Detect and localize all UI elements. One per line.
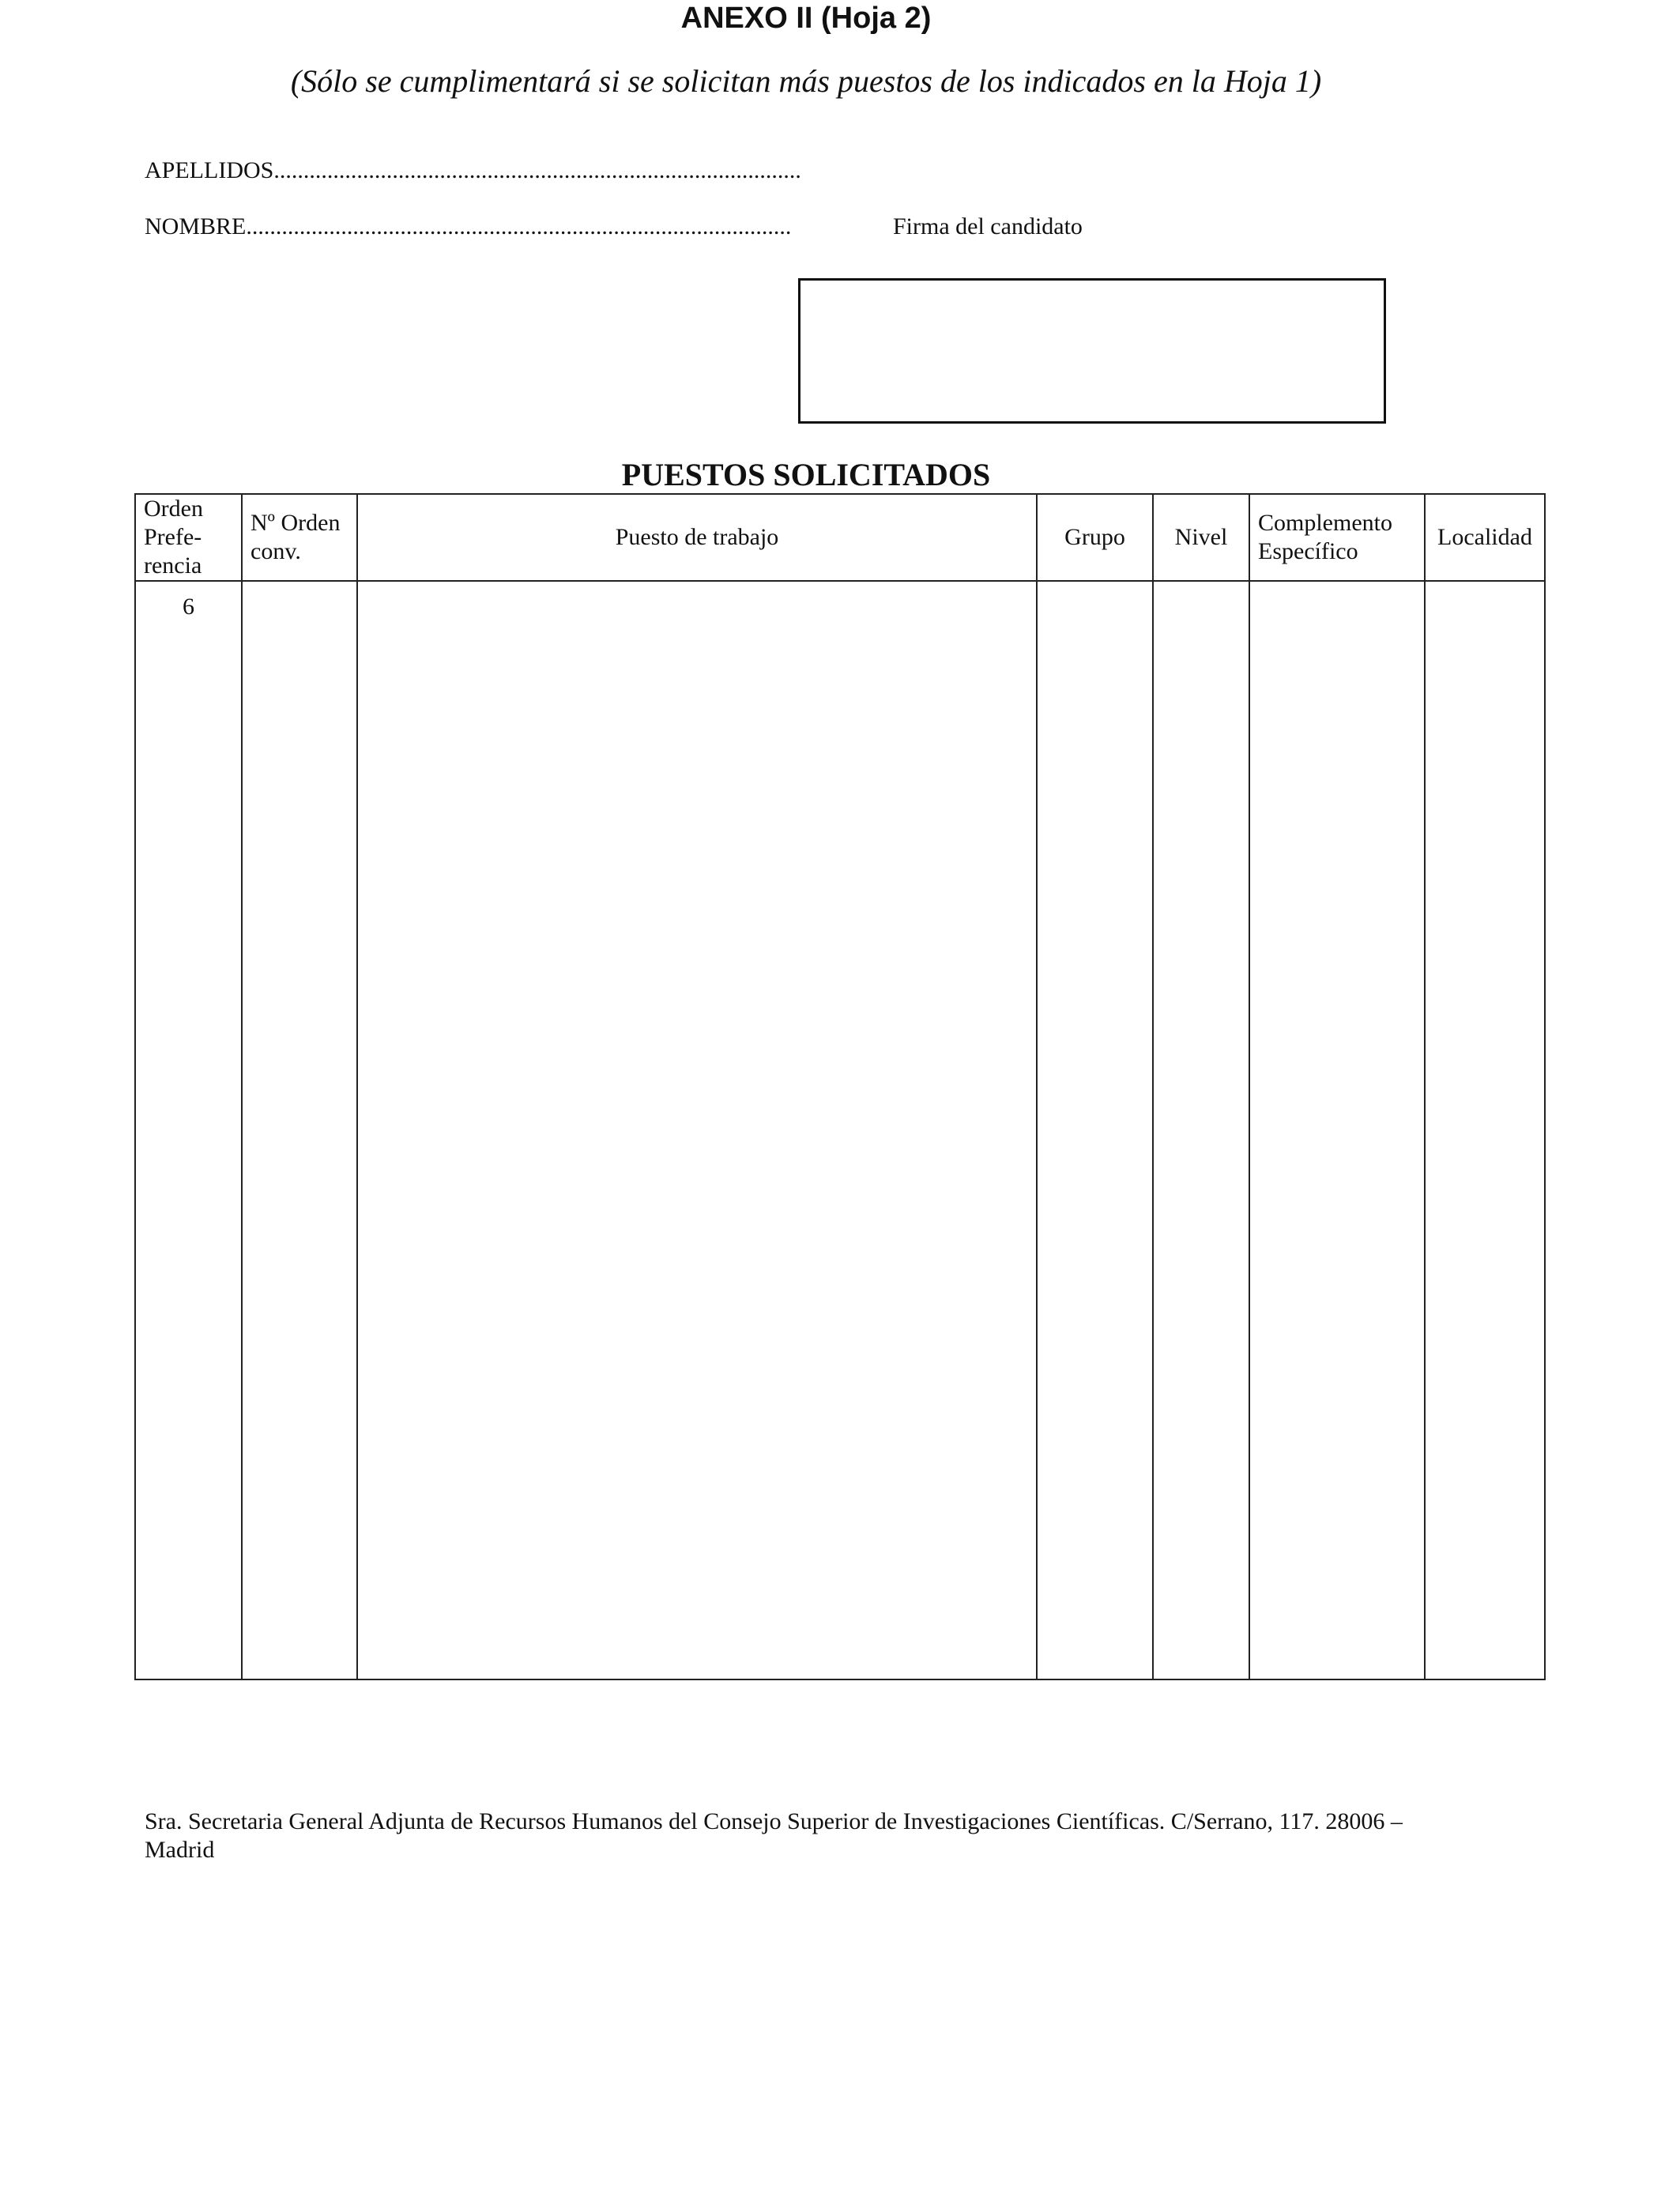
section-title: PUESTOS SOLICITADOS [621,457,991,492]
header-nivel: Nivel [1153,494,1249,581]
nombre-field: NOMBRE............................................................................................ [145,213,792,239]
cell-orden: 6 [135,581,242,1679]
header-orden-preferencia [135,494,242,581]
header-localidad: Localidad [1425,494,1545,581]
page-subtitle: (Sólo se cumplimentará si se solicitan más puestos de los indicados en la Hoja 1) [290,63,1322,99]
footer-line: Madrid [145,1837,215,1863]
header-orden-line: Prefe- [144,524,202,550]
table-row [135,581,1545,1679]
footer-address [145,1808,1472,1864]
header-n-orden-line: conv. [250,538,301,564]
cell-n-orden [242,581,357,1679]
cell-localidad [1425,581,1545,1679]
cell-puesto [357,581,1037,1679]
header-orden-line: Orden [144,496,203,522]
header-complemento-especifico [1249,494,1425,581]
cell-grupo [1037,581,1153,1679]
apellidos-field: APELLIDOS......................................................................................... [145,157,801,183]
page-title: ANEXO II (Hoja 2) [680,2,932,35]
header-grupo: Grupo [1037,494,1153,581]
header-complemento-line: Específico [1258,538,1358,564]
header-puesto-trabajo: Puesto de trabajo [357,494,1037,581]
header-n-orden-conv [242,494,357,581]
header-n-orden-line: Nº Orden [250,510,341,536]
footer-line: Sra. Secretaria General Adjunta de Recursos Humanos del Consejo Superior de Investigaciones Científicas. C/Serrano, 117. 28006 – [145,1808,1403,1834]
puestos-table [134,493,1546,1680]
cell-nivel [1153,581,1249,1679]
cell-complemento [1249,581,1425,1679]
table-header-row [135,494,1545,581]
signature-box [798,278,1386,424]
firma-label: Firma del candidato [893,213,1083,239]
header-orden-line: rencia [144,552,202,579]
header-complemento-line: Complemento [1258,510,1392,536]
